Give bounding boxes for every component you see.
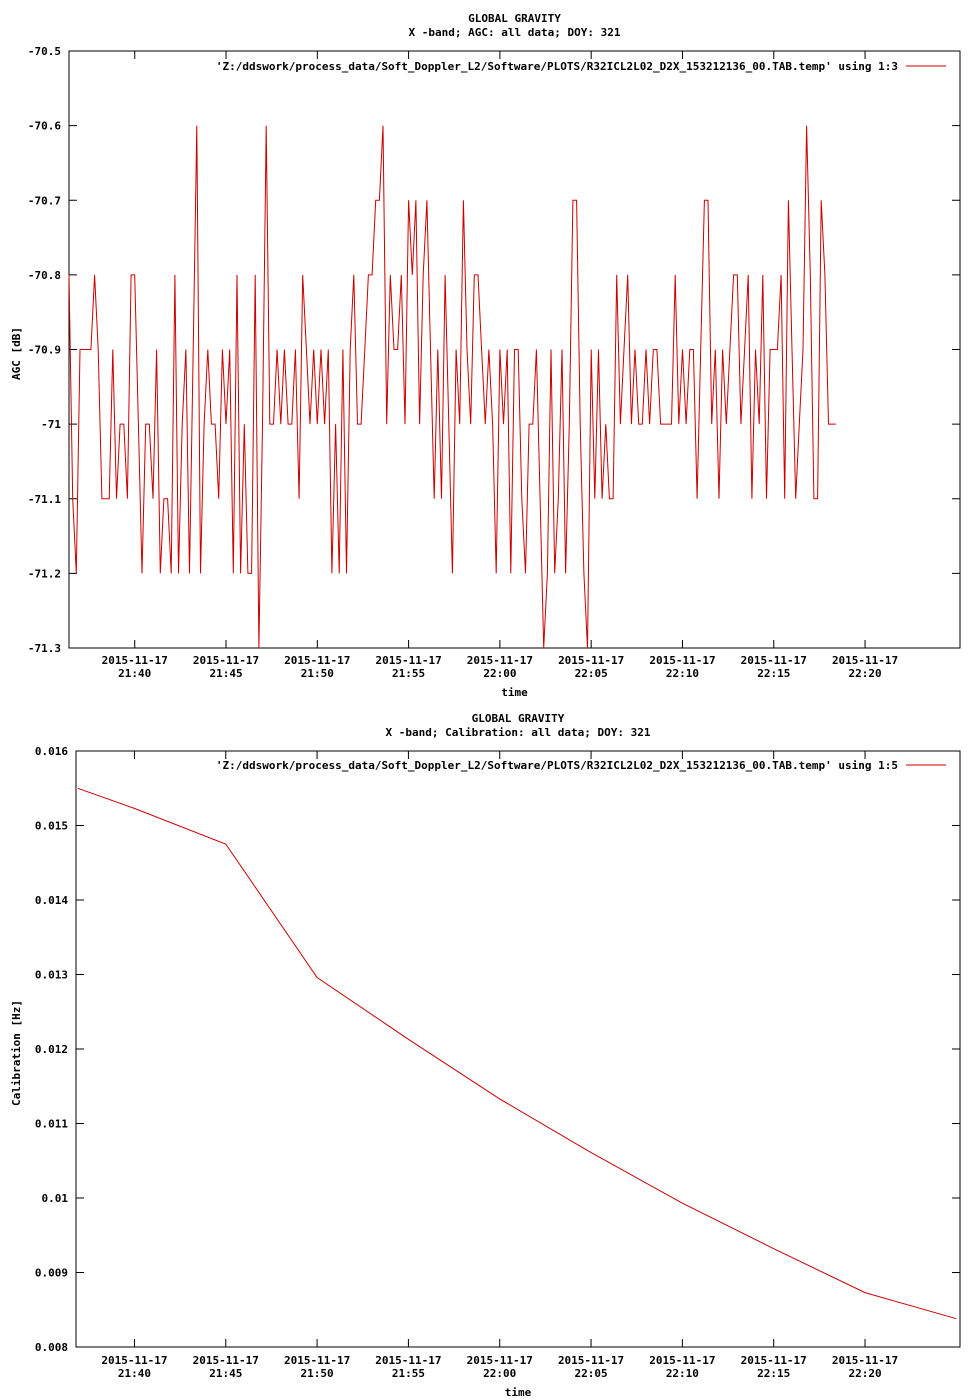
y-tick-label: -70.8 xyxy=(27,268,61,282)
x-tick-time-label: 22:10 xyxy=(665,1367,699,1380)
calibration-chart-panel xyxy=(10,712,960,1399)
x-axis-label: time xyxy=(501,686,528,699)
y-tick-label: 0.009 xyxy=(34,1266,68,1280)
y-tick-label: -71.3 xyxy=(27,642,61,655)
x-tick-time-label: 22:05 xyxy=(574,1367,608,1380)
y-tick-label: 0.01 xyxy=(41,1192,68,1205)
chart-title: GLOBAL GRAVITY xyxy=(468,12,561,25)
x-tick-time-label: 22:15 xyxy=(757,1367,791,1380)
x-tick-time-label: 22:05 xyxy=(574,667,608,680)
x-tick-date-label: 2015-11-17 xyxy=(466,1354,533,1367)
x-tick-date-label: 2015-11-17 xyxy=(284,654,351,667)
y-tick-label: -70.9 xyxy=(27,343,61,357)
x-tick-date-label: 2015-11-17 xyxy=(831,654,899,667)
x-tick-time-label: 22:00 xyxy=(483,667,517,680)
x-tick-time-label: 22:20 xyxy=(848,1367,882,1380)
x-tick-time-label: 21:50 xyxy=(300,667,334,680)
x-tick-time-label: 21:50 xyxy=(300,1367,334,1380)
y-tick-label: -71 xyxy=(41,418,61,432)
x-tick-date-label: 2015-11-17 xyxy=(192,1354,259,1367)
x-tick-date-label: 2015-11-17 xyxy=(101,1354,168,1367)
x-tick-time-label: 22:00 xyxy=(483,1367,517,1380)
y-tick-label: -70.7 xyxy=(27,194,61,208)
legend-label: 'Z:/ddswork/process_data/Soft_Doppler_L2/Software/PLOTS/R32ICL2L02_D2X_153212136_00.TAB.temp' using 1:5 xyxy=(215,759,898,772)
y-tick-label: 0.013 xyxy=(34,968,68,982)
chart-subtitle: X -band; Calibration: all data; DOY: 321 xyxy=(385,726,651,739)
y-tick-label: 0.014 xyxy=(34,894,68,907)
x-tick-date-label: 2015-11-17 xyxy=(649,654,716,667)
x-tick-date-label: 2015-11-17 xyxy=(375,1354,442,1367)
x-tick-date-label: 2015-11-17 xyxy=(101,654,168,667)
x-tick-time-label: 22:10 xyxy=(665,667,700,680)
x-tick-date-label: 2015-11-17 xyxy=(558,654,625,667)
plot-frame xyxy=(76,751,960,1347)
agc-chart-panel xyxy=(10,12,960,699)
y-tick-label: 0.015 xyxy=(34,819,68,833)
x-tick-date-label: 2015-11-17 xyxy=(192,654,260,667)
chart-subtitle: X -band; AGC: all data; DOY: 321 xyxy=(408,26,621,39)
x-tick-date-label: 2015-11-17 xyxy=(283,1354,351,1367)
y-axis-label: AGC [dB] xyxy=(10,327,23,380)
x-tick-time-label: 21:55 xyxy=(391,1367,425,1380)
data-series-line xyxy=(69,126,836,648)
x-tick-date-label: 2015-11-17 xyxy=(466,654,534,667)
x-tick-date-label: 2015-11-17 xyxy=(740,1354,807,1367)
y-tick-label: -70.5 xyxy=(27,45,61,58)
x-tick-date-label: 2015-11-17 xyxy=(740,654,807,667)
x-tick-time-label: 21:45 xyxy=(209,1367,243,1380)
x-tick-date-label: 2015-11-17 xyxy=(831,1354,899,1367)
x-tick-date-label: 2015-11-17 xyxy=(557,1354,625,1367)
y-tick-label: -71.2 xyxy=(27,567,61,581)
x-tick-time-label: 22:15 xyxy=(757,667,791,680)
y-tick-label: 0.008 xyxy=(34,1341,68,1354)
y-tick-label: 0.012 xyxy=(34,1043,68,1056)
x-tick-time-label: 21:40 xyxy=(117,1367,152,1380)
x-tick-date-label: 2015-11-17 xyxy=(375,654,442,667)
y-tick-label: -70.6 xyxy=(27,119,61,133)
chart-title: GLOBAL GRAVITY xyxy=(471,712,565,725)
data-series-line xyxy=(78,788,957,1318)
x-tick-date-label: 2015-11-17 xyxy=(649,1354,716,1367)
y-axis-label: Calibration [Hz] xyxy=(10,1000,23,1106)
x-tick-time-label: 21:55 xyxy=(392,667,426,680)
x-axis-label: time xyxy=(504,1386,532,1399)
y-tick-label: 0.016 xyxy=(34,745,68,758)
x-tick-time-label: 22:20 xyxy=(848,667,882,680)
x-tick-time-label: 21:40 xyxy=(118,667,152,680)
legend-label: 'Z:/ddswork/process_data/Soft_Doppler_L2/Software/PLOTS/R32ICL2L02_D2X_153212136_00.TAB.temp' using 1:3 xyxy=(215,60,898,73)
y-tick-label: -71.1 xyxy=(27,492,61,506)
y-tick-label: 0.011 xyxy=(34,1117,68,1131)
x-tick-time-label: 21:45 xyxy=(209,667,243,680)
